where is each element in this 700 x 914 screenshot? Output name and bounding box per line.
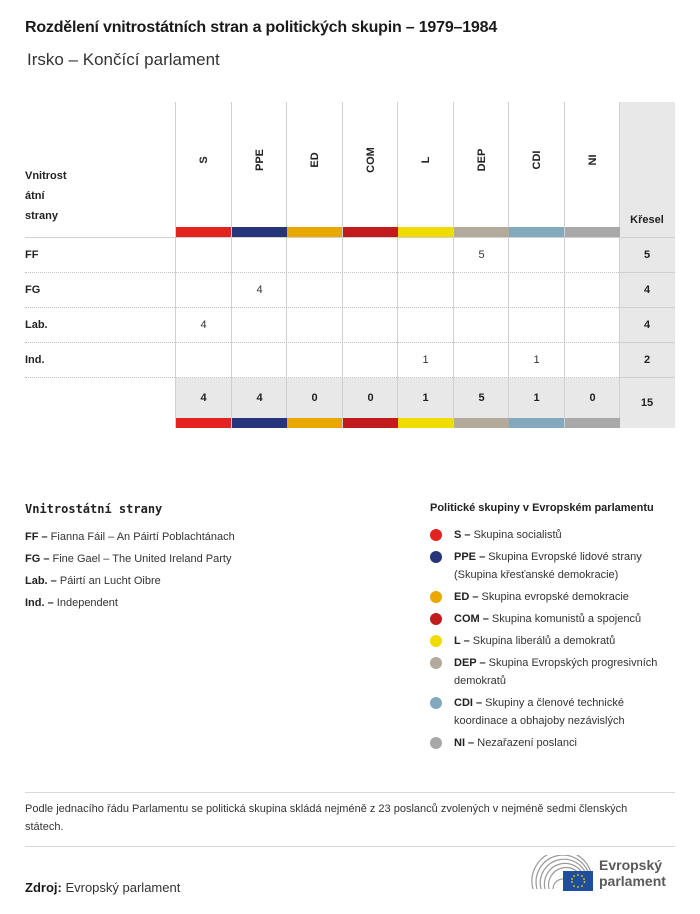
legend-item-group: S – Skupina socialistů [430,526,680,544]
hemicycle-icon [529,855,597,893]
source-line: Zdroj: Evropský parlament [25,880,181,895]
row-total: 2 [643,354,651,366]
column-total-ni: 0 [589,392,596,404]
european-parliament-logo [529,855,679,895]
circle-icon [430,697,442,709]
circle-icon [430,551,442,563]
group-color-bar-com [343,418,398,428]
group-color-bar-s [176,227,231,237]
column-header-com: COM [364,147,377,173]
national-parties-title: Vnitrostátní strany [25,502,163,516]
page-subtitle: Irsko – Končící parlament [27,50,220,69]
row-party-label: Ind. [25,354,45,366]
table-cell: 1 [533,354,540,366]
page-title: Rozdělení vnitrostátních stran a politických skupin – 1979–1984 [25,19,498,36]
row-total: 4 [643,284,651,296]
column-header-dep: DEP [475,148,488,172]
column-header-s: S [197,156,210,164]
legend-item-fg: FG – Fine Gael – The United Ireland Party [25,553,232,565]
table-cell: 1 [422,354,429,366]
legend-item-lab: Lab. – Páirtí an Lucht Oibre [25,575,161,587]
column-header-cdi: CDI [530,150,543,170]
circle-icon [430,613,442,625]
divider [25,792,675,793]
divider [25,846,675,847]
column-header-ni: NI [586,154,599,166]
legend-item-group: DEP – Skupina Evropských progresivních demokratů [430,654,680,690]
column-header-ppe: PPE [253,148,266,172]
group-color-bar-cdi [509,227,564,237]
column-total-ed: 0 [311,392,318,404]
table-cell: 4 [200,319,207,331]
group-color-bar-s [176,418,231,428]
circle-icon [430,737,442,749]
column-total-com: 0 [367,392,374,404]
group-color-bar-dep [454,418,509,428]
table-row [25,273,675,308]
table-row [25,238,675,273]
row-header-label: Vnitrost átní strany [25,170,67,222]
table-row [25,308,675,343]
group-color-bar-ed [287,227,342,237]
political-groups-legend [430,526,680,756]
group-color-bar-l [398,418,453,428]
circle-icon [430,529,442,541]
grand-total: 15 [640,397,654,409]
column-header-ed: ED [308,152,321,168]
circle-icon [430,591,442,603]
national-parties-legend [25,526,235,614]
legend-item-ff: FF – Fianna Fáil – An Páirtí Poblachtánach [25,531,235,543]
column-total-cdi: 1 [533,392,540,404]
group-color-bar-ni [565,418,620,428]
table-cell: 5 [478,249,485,261]
column-total-l: 1 [422,392,429,404]
group-color-bar-ed [287,418,342,428]
legend-item-ind: Ind. – Independent [25,597,118,609]
legend-item-group: NI – Nezařazení poslanci [430,734,680,752]
row-party-label: FG [25,284,41,296]
legend-item-group: ED – Skupina evropské demokracie [430,588,680,606]
group-color-bar-ppe [232,418,287,428]
row-total: 4 [643,319,651,331]
table-cell: 4 [256,284,263,296]
row-total: 5 [643,249,651,261]
legend-item-group: L – Skupina liberálů a demokratů [430,632,680,650]
circle-icon [430,657,442,669]
column-total-s: 4 [200,392,207,404]
legend-item-group: PPE – Skupina Evropské lidové strany (Skupina křesťanské demokracie) [430,548,680,584]
group-color-bar-ppe [232,227,287,237]
footnote: Podle jednacího řádu Parlamentu se politická skupina skládá nejméně z 23 poslanců zvolených v nejméně sedmi členských státech. [25,803,628,833]
logo-text: Evropský parlament [599,857,666,889]
legend-item-group: COM – Skupina komunistů a spojenců [430,610,680,628]
group-color-bar-cdi [509,418,564,428]
group-color-bar-l [398,227,453,237]
group-color-bar-dep [454,227,509,237]
group-color-bar-ni [565,227,620,237]
column-total-dep: 5 [478,392,485,404]
row-party-label: FF [25,249,39,261]
table-row [25,343,675,378]
column-header-l: L [419,156,432,164]
circle-icon [430,635,442,647]
political-groups-title: Politické skupiny v Evropském parlamentu [430,502,654,514]
row-party-label: Lab. [25,319,48,331]
group-color-bar-com [343,227,398,237]
legend-item-group: CDI – Skupiny a členové technické koordinace a obhajoby nezávislých [430,694,680,730]
seats-column-header: Křesel [630,214,664,226]
column-total-ppe: 4 [256,392,263,404]
